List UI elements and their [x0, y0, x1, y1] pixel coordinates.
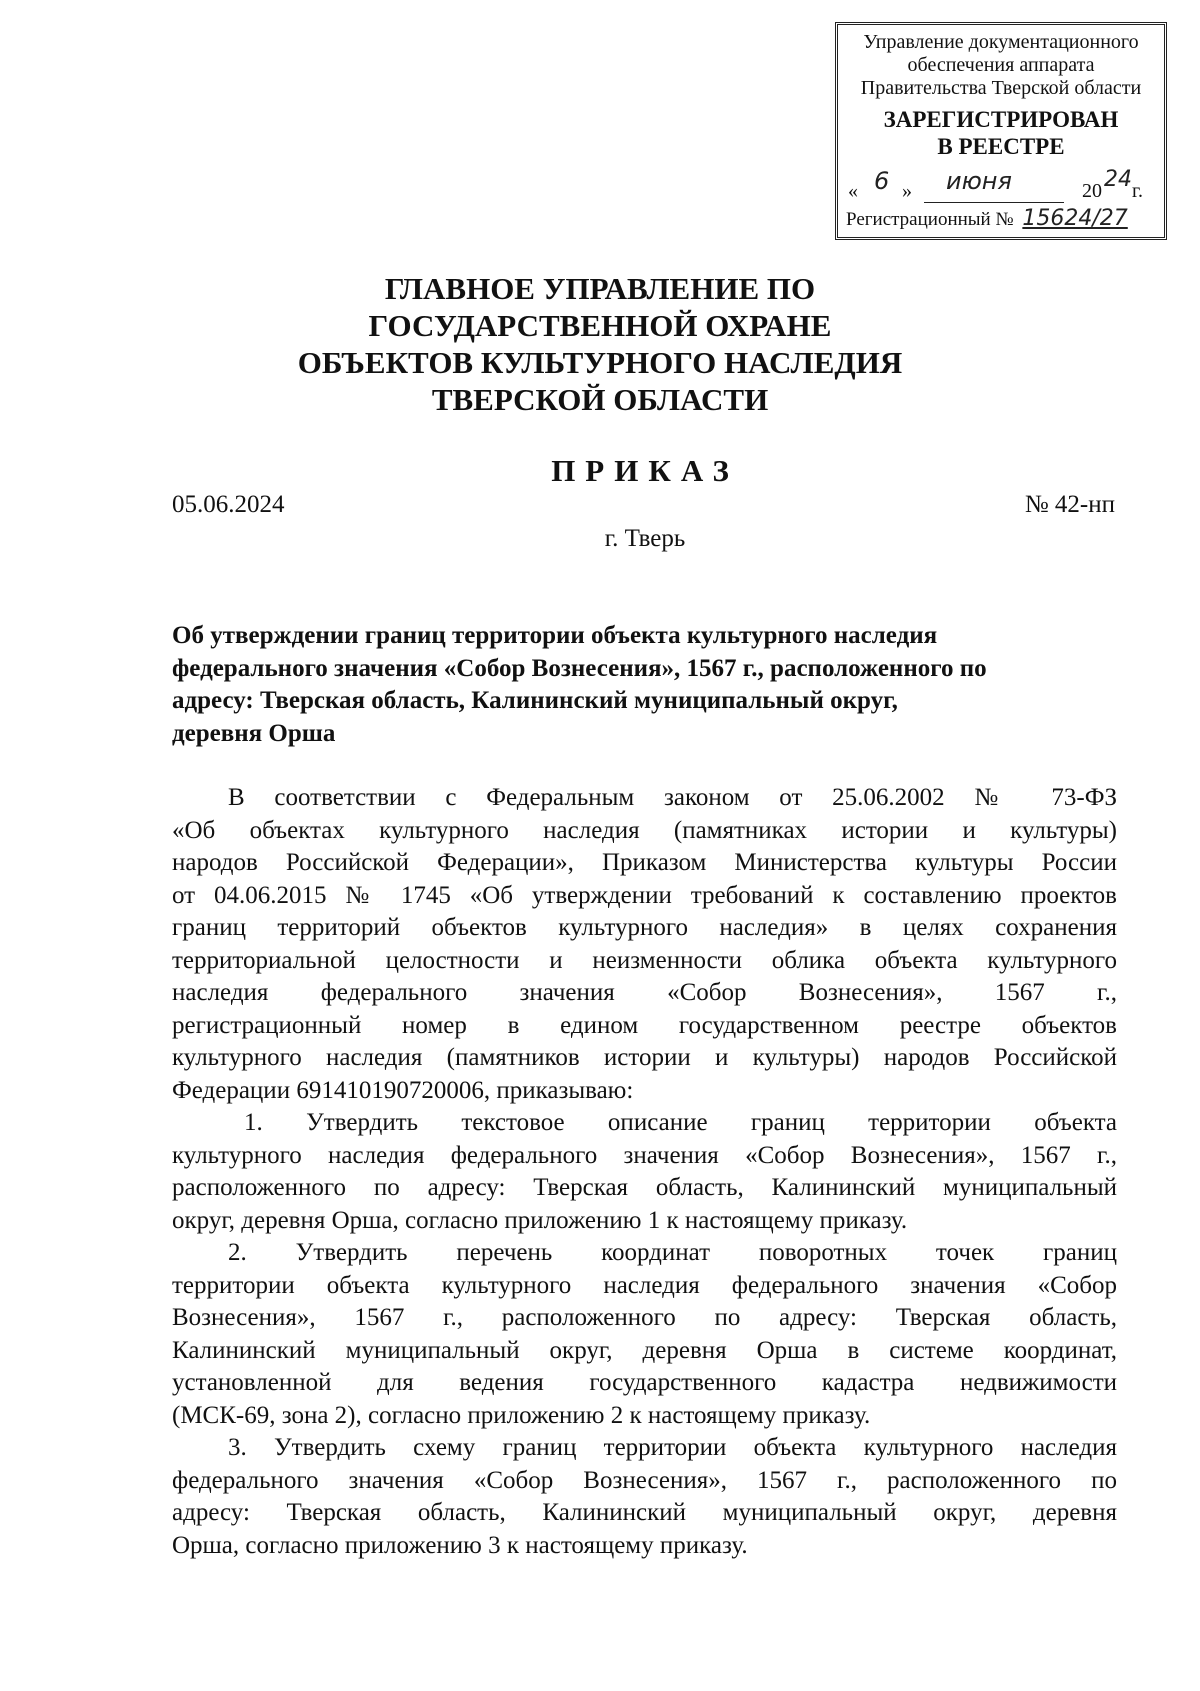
body-line: народов Российской Федерации», Приказом Министерства культуры России: [172, 849, 1117, 876]
underline: [924, 202, 1064, 203]
body-line: территориальной целостности и неизменности облика объекта культурного: [172, 946, 1117, 974]
body-line: В соответствии с Федеральным законом от 25.06.2002 № 73-ФЗ: [228, 784, 1117, 811]
body-line: федерального значения «Собор Вознесения», 1567 г., расположенного по: [172, 1466, 1117, 1494]
body-line: Орша, согласно приложению 3 к настоящему приказу.: [172, 1531, 748, 1559]
subject-line: деревня Орша: [172, 719, 336, 747]
document-body: [172, 782, 1117, 1562]
stamp-month: июня: [946, 167, 1012, 195]
stamp-year-suffix: 24: [1104, 167, 1132, 192]
stamp-line: Управление документационного: [863, 31, 1139, 53]
document-number: № 42-нп: [1024, 491, 1115, 518]
body-line: регистрационный номер в едином государственном реестре объектов: [172, 1011, 1117, 1039]
org-line: ГЛАВНОЕ УПРАВЛЕНИЕ ПО: [384, 271, 816, 306]
subject-line: Об утверждении границ территории объекта культурного наследия: [172, 622, 938, 649]
body-line: территории объекта культурного наследия федерального значения «Собор: [172, 1271, 1117, 1299]
stamp-registered: В РЕЕСТРЕ: [937, 134, 1065, 159]
document-date: 05.06.2024: [172, 491, 285, 518]
body-line: Вознесения», 1567 г., расположенного по адресу: Тверская область,: [172, 1304, 1117, 1331]
body-line: от 04.06.2015 № 1745 «Об утверждении требований к составлению проектов: [172, 881, 1117, 909]
registration-stamp: [835, 22, 1167, 240]
body-line: границ территорий объектов культурного наследия» в целях сохранения: [172, 914, 1117, 941]
organization-title: [150, 270, 1050, 418]
body-line: наследия федерального значения «Собор Вознесения», 1567 г.,: [172, 979, 1117, 1006]
document-type: ПРИКАЗ: [551, 453, 739, 488]
stamp-line: обеспечения аппарата: [907, 54, 1095, 76]
document-city: г. Тверь: [604, 525, 686, 552]
stamp-line: Правительства Тверской области: [860, 77, 1142, 99]
body-line: Калининский муниципальный округ, деревня Орша в системе координат,: [172, 1336, 1117, 1364]
stamp-reg-label: Регистрационный №: [846, 209, 1014, 230]
body-line: 1. Утвердить текстовое описание границ территории объекта: [244, 1109, 1117, 1136]
body-line: 2. Утвердить перечень координат поворотных точек границ: [228, 1239, 1117, 1266]
body-line: округ, деревня Орша, согласно приложению 1 к настоящему приказу.: [172, 1206, 908, 1234]
org-line: ГОСУДАРСТВЕННОЙ ОХРАНЕ: [368, 308, 832, 343]
stamp-reg-value: 15624/27: [1022, 206, 1128, 231]
body-line: 3. Утвердить схему границ территории объекта культурного наследия: [228, 1434, 1117, 1461]
stamp-reg-number: [846, 207, 1128, 231]
stamp-quote-close: »: [902, 180, 912, 202]
body-line: «Об объектах культурного наследия (памятниках истории и культуры): [172, 816, 1117, 844]
body-line: расположенного по адресу: Тверская область, Калининский муниципальный: [172, 1174, 1117, 1201]
body-line: культурного наследия федерального значения «Собор Вознесения», 1567 г.,: [172, 1141, 1117, 1169]
stamp-date: [838, 167, 1164, 204]
stamp-registered: ЗАРЕГИСТРИРОВАН: [883, 107, 1119, 132]
document-subject: [172, 620, 1112, 750]
subject-line: адресу: Тверская область, Калининский муниципальный округ,: [172, 687, 898, 714]
body-line: установленной для ведения государственного кадастра недвижимости: [172, 1369, 1117, 1396]
org-line: ТВЕРСКОЙ ОБЛАСТИ: [431, 382, 769, 417]
body-line: адресу: Тверская область, Калининский муниципальный округ, деревня: [172, 1499, 1117, 1526]
body-line: Федерации 691410190720006, приказываю:: [172, 1076, 634, 1104]
stamp-day: 6: [874, 167, 890, 195]
body-line: культурного наследия (памятников истории и культуры) народов Российской: [172, 1044, 1117, 1071]
stamp-year-unit: г.: [1132, 180, 1143, 202]
stamp-year-prefix: 20: [1082, 180, 1102, 202]
stamp-quote-open: «: [848, 180, 858, 202]
body-line: (МСК-69, зона 2), согласно приложению 2 к настоящему приказу.: [172, 1401, 871, 1429]
subject-line: федерального значения «Собор Вознесения», 1567 г., расположенного по: [172, 654, 987, 682]
org-line: ОБЪЕКТОВ КУЛЬТУРНОГО НАСЛЕДИЯ: [297, 345, 903, 380]
